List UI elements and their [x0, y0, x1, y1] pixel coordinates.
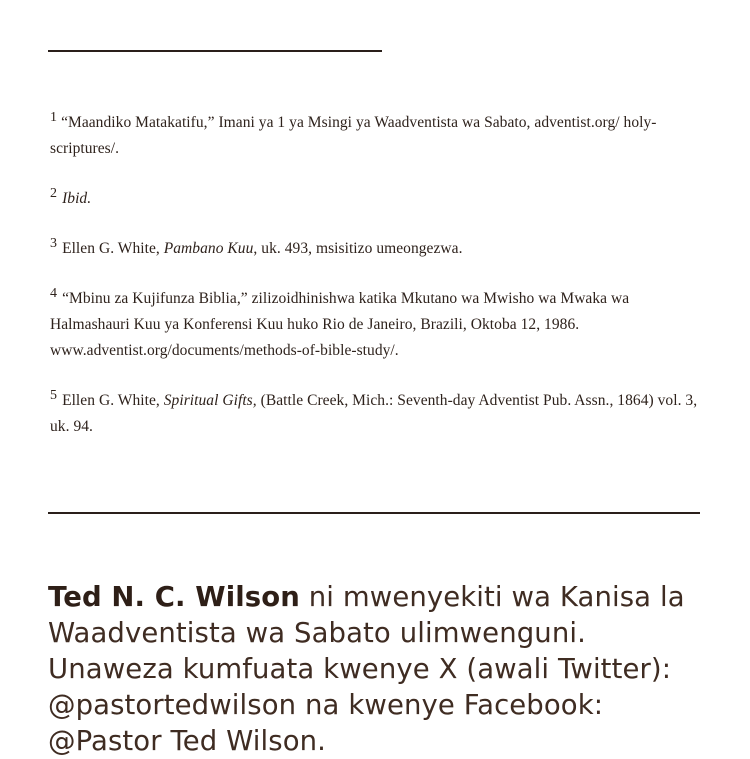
footnote-text: “Mbinu za Kujifunza Biblia,” zilizoidhinishwa katika Mkutano wa Mwisho wa Mwaka wa Halmashauri Kuu ya Konferensi Kuu huko Rio de Janeiro, Brazili, Oktoba 12, 1986. www.adventist.org/documents/methods-of-bible-study/. [50, 290, 630, 359]
footnote-4 [50, 286, 700, 364]
author-name: Ted N. C. Wilson [48, 581, 300, 613]
footnote-number: 4 [50, 286, 58, 301]
footnote-number: 5 [50, 388, 58, 403]
author-bio-text: ni mwenyekiti wa Kanisa la Waadventista wa Sabato ulimwenguni. Unaweza kumfuata kwenye X (awali Twitter): @pastortedwilson na kwenye Facebook: @Pastor Ted Wilson. [48, 581, 685, 757]
footnote-text: Ellen G. White, [62, 392, 164, 409]
footnote-italic-text: Ibid. [62, 190, 92, 207]
footnote-text: , uk. 493, msisitizo umeongezwa. [253, 240, 463, 257]
footnote-number: 3 [50, 236, 58, 251]
footnote-text: (Battle Creek, Mich.: Seventh-day Adventist Pub. Assn., 1864) vol. 3, uk. 94. [50, 392, 698, 435]
footnotes-list [50, 110, 700, 464]
footnote-text: Ellen G. White, [62, 240, 164, 257]
footnote-1 [50, 110, 700, 162]
author-bio [48, 579, 708, 759]
footnote-3 [50, 236, 700, 262]
footnote-number: 2 [50, 186, 58, 201]
footnote-2 [50, 186, 700, 212]
footnote-italic-text: Spiritual Gifts, [163, 392, 257, 409]
footnote-number: 1 [50, 110, 58, 125]
footnotes-separator-rule [48, 50, 382, 52]
footnote-5 [50, 388, 700, 440]
bio-separator-rule [48, 512, 700, 514]
footnote-text: “Maandiko Matakatifu,” Imani ya 1 ya Msingi ya Waadventista wa Sabato, adventist.org/ holy-scriptures/. [50, 114, 657, 157]
footnote-italic-text: Pambano Kuu [163, 240, 254, 257]
